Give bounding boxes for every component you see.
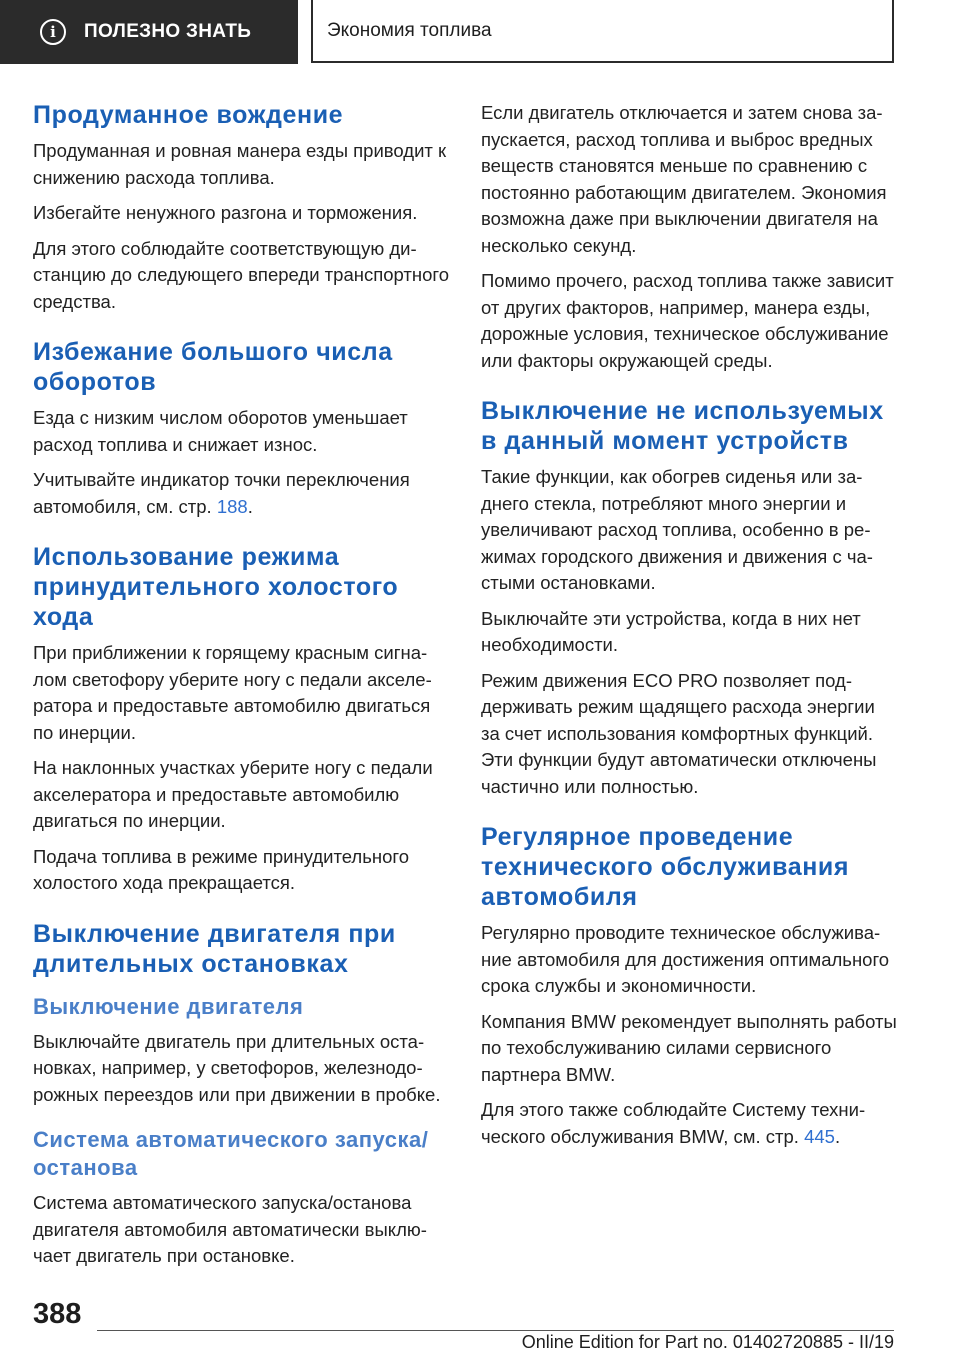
section-avoid-high-rpm <box>33 337 449 520</box>
heading-unused-devices: Выключение не используемых в данный момент устройств <box>481 397 884 455</box>
section-unused-devices <box>481 396 897 800</box>
paragraph: Продуманная и ровная манера езды приводит к снижению расхода топлива. <box>33 140 447 188</box>
paragraph-text: Для этого также соблюдайте Систему технического обслуживания BMW, см. стр. <box>481 1099 866 1147</box>
paragraph: Помимо прочего, расход топлива также зависит от других факторов, например, манера езды, дорожные условия, техническое обслуживание или факторы окружающей среды. <box>481 270 894 371</box>
section-coasting <box>33 542 449 897</box>
paragraph: Избегайте ненужного разгона и торможения. <box>33 202 418 223</box>
subheading-engine-off: Выключение двигателя <box>33 993 304 1019</box>
paragraph: Регулярно проводите техническое обслуживание автомобиля для достижения оптимального срока службы и экономичности. <box>481 922 890 996</box>
footer-edition: Online Edition for Part no. 01402720885 - II/19 <box>521 1332 894 1352</box>
section-intro <box>481 100 897 374</box>
tab-useful-info-label: ПОЛЕЗНО ЗНАТЬ <box>84 21 252 42</box>
paragraph: Езда с низким числом оборотов уменьшает расход топлива и снижает износ. <box>33 407 408 455</box>
heading-maintenance: Регулярное проведение технического обслуживания автомобиля <box>481 823 850 911</box>
right-column <box>481 100 897 1172</box>
paragraph: Выключайте двигатель при длительных остановках, например, у светофоров, железнодорожных переездов или при движении в пробке. <box>33 1030 441 1105</box>
left-column <box>33 100 449 1292</box>
paragraph-text: . <box>247 495 253 517</box>
heading-coasting: Использование режима принудительного холостого хода <box>33 543 399 631</box>
heading-engine-off: Выключение двигателя при длительных остановках <box>33 919 396 978</box>
paragraph: Такие функции, как обогрев сиденья или заднего стекла, потребляют много энергии и увеличивают расход топлива, особенно в режимах городского движения и движения с частыми остановками. <box>481 466 873 593</box>
paragraph: При приближении к горящему красным сигналом светофору уберите ногу с педали акселератора и предоставьте автомобилю двигаться по инерции. <box>33 642 432 743</box>
paragraph: На наклонных участках уберите ногу с педали акселератора и предоставьте автомобилю двигаться по инерции. <box>33 757 433 831</box>
paragraph: Выключайте эти устройства, когда в них нет необходимости. <box>481 607 861 655</box>
footer-divider <box>97 1330 894 1331</box>
paragraph <box>33 467 449 520</box>
section-engine-off <box>33 919 449 1270</box>
paragraph: Компания BMW рекомендует выполнять работы по техобслуживанию силами сервисного партнера BMW. <box>481 1010 897 1085</box>
heading-smart-driving: Продуманное вождение <box>33 101 344 129</box>
page-link-188[interactable]: 188 <box>216 495 248 517</box>
subheading-auto-start-stop: Система автоматического запуска/останова <box>33 1127 429 1180</box>
tab-useful-info[interactable] <box>0 0 298 64</box>
section-smart-driving <box>33 100 449 315</box>
info-icon: i <box>40 19 66 45</box>
paragraph: Подача топлива в режиме принудительного холостого хода прекращается. <box>33 845 409 893</box>
paragraph: Режим движения ECO PRO позволяет поддерживать режим щадящего расхода энергии за счет использования комфортных функций. Эти функции будут автоматически отключены частично или полностью. <box>481 669 877 797</box>
heading-avoid-high-rpm: Избежание большого числа оборотов <box>33 338 393 396</box>
paragraph-text: . <box>834 1125 841 1147</box>
page-number: 388 <box>33 1298 82 1330</box>
paragraph: Система автоматического запуска/останова двигателя автомобиля автоматически выключает двигатель при остановке. <box>33 1192 427 1266</box>
paragraph: Если двигатель отключается и затем снова запускается, расход топлива и выброс вредных веществ становятся меньше по сравнению с постоянно работающим двигателем. Экономия возможна даже при выключении двигателя на несколько секунд. <box>481 102 887 256</box>
paragraph <box>481 1097 897 1150</box>
section-title: Экономия топлива <box>311 0 894 63</box>
page-link-445[interactable]: 445 <box>804 1125 835 1147</box>
paragraph: Для этого соблюдайте соответствующую дистанцию до следующего впереди транспортного средства. <box>33 237 449 312</box>
page-header <box>0 0 960 66</box>
paragraph-text: Учитывайте индикатор точки переключения автомобиля, см. стр. <box>33 469 410 517</box>
section-maintenance <box>481 822 897 1150</box>
